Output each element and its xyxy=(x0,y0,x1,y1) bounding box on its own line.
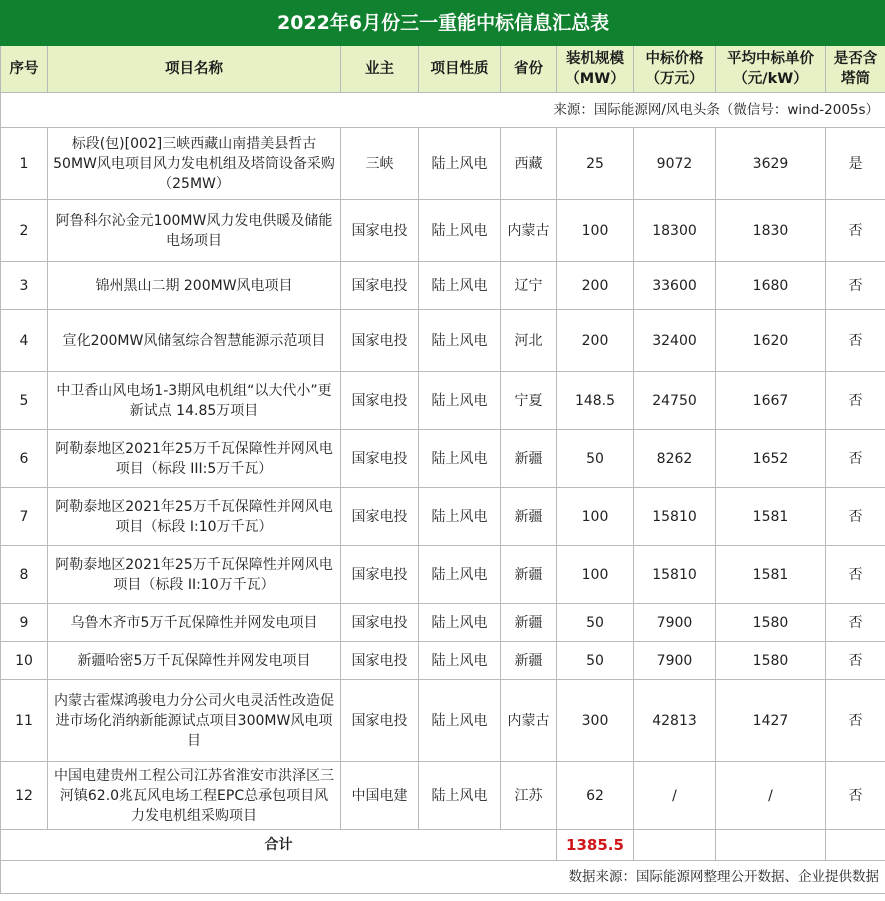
table-row xyxy=(1,642,885,680)
cell-project-name: 中国电建贵州工程公司江苏省淮安市洪泽区三河镇62.0兆瓦风电场工程EPC总承包项目风力发电机组采购项目 xyxy=(48,762,341,830)
cell-capacity: 50 xyxy=(557,430,634,488)
header-no: 序号 xyxy=(1,46,48,93)
cell-type: 陆上风电 xyxy=(419,310,501,372)
cell-type: 陆上风电 xyxy=(419,762,501,830)
cell-unit-price: 1581 xyxy=(716,488,826,546)
cell-price: 9072 xyxy=(634,128,716,200)
cell-type: 陆上风电 xyxy=(419,488,501,546)
cell-tower: 否 xyxy=(826,762,885,830)
cell-no: 6 xyxy=(1,430,48,488)
cell-owner: 国家电投 xyxy=(341,604,419,642)
cell-project-name: 内蒙古霍煤鸿骏电力分公司火电灵活性改造促进市场化消纳新能源试点项目300MW风电项目 xyxy=(48,680,341,762)
table-row xyxy=(1,262,885,310)
cell-province: 新疆 xyxy=(501,488,557,546)
cell-type: 陆上风电 xyxy=(419,680,501,762)
header-project-name: 项目名称 xyxy=(48,46,341,93)
cell-price: 33600 xyxy=(634,262,716,310)
cell-owner: 国家电投 xyxy=(341,642,419,680)
cell-project-name: 宣化200MW风储氢综合智慧能源示范项目 xyxy=(48,310,341,372)
cell-no: 4 xyxy=(1,310,48,372)
cell-type: 陆上风电 xyxy=(419,546,501,604)
cell-no: 10 xyxy=(1,642,48,680)
cell-unit-price: 1680 xyxy=(716,262,826,310)
cell-owner: 国家电投 xyxy=(341,262,419,310)
header-row xyxy=(1,46,885,93)
cell-province: 辽宁 xyxy=(501,262,557,310)
total-empty-cell xyxy=(634,830,716,861)
cell-type: 陆上风电 xyxy=(419,642,501,680)
cell-price: 7900 xyxy=(634,604,716,642)
cell-unit-price: 1581 xyxy=(716,546,826,604)
cell-owner: 中国电建 xyxy=(341,762,419,830)
cell-tower: 否 xyxy=(826,546,885,604)
cell-capacity: 25 xyxy=(557,128,634,200)
cell-project-name: 乌鲁木齐市5万千瓦保障性并网发电项目 xyxy=(48,604,341,642)
cell-tower: 否 xyxy=(826,642,885,680)
cell-capacity: 100 xyxy=(557,488,634,546)
cell-no: 8 xyxy=(1,546,48,604)
cell-owner: 国家电投 xyxy=(341,200,419,262)
cell-tower: 否 xyxy=(826,488,885,546)
header-tower: 是否含塔筒 xyxy=(826,46,885,93)
cell-no: 7 xyxy=(1,488,48,546)
cell-type: 陆上风电 xyxy=(419,372,501,430)
cell-no: 5 xyxy=(1,372,48,430)
cell-unit-price: 1652 xyxy=(716,430,826,488)
cell-type: 陆上风电 xyxy=(419,262,501,310)
cell-price: 24750 xyxy=(634,372,716,430)
cell-project-name: 阿勒泰地区2021年25万千瓦保障性并网风电项目（标段 I:10万千瓦） xyxy=(48,488,341,546)
cell-type: 陆上风电 xyxy=(419,604,501,642)
source-note: 来源：国际能源网/风电头条（微信号：wind-2005s） xyxy=(1,93,885,128)
total-row xyxy=(1,830,885,861)
cell-tower: 是 xyxy=(826,128,885,200)
cell-capacity: 200 xyxy=(557,310,634,372)
cell-project-name: 中卫香山风电场1-3期风电机组“以大代小”更新试点 14.85万项目 xyxy=(48,372,341,430)
cell-price: 15810 xyxy=(634,488,716,546)
total-capacity: 1385.5 xyxy=(557,830,634,861)
cell-type: 陆上风电 xyxy=(419,430,501,488)
cell-project-name: 阿鲁科尔沁金元100MW风力发电供暖及储能电场项目 xyxy=(48,200,341,262)
table-row xyxy=(1,546,885,604)
cell-tower: 否 xyxy=(826,310,885,372)
cell-type: 陆上风电 xyxy=(419,200,501,262)
cell-owner: 国家电投 xyxy=(341,372,419,430)
cell-tower: 否 xyxy=(826,372,885,430)
cell-no: 1 xyxy=(1,128,48,200)
cell-no: 2 xyxy=(1,200,48,262)
cell-price: 32400 xyxy=(634,310,716,372)
cell-capacity: 100 xyxy=(557,200,634,262)
cell-owner: 三峡 xyxy=(341,128,419,200)
cell-project-name: 标段(包)[002]三峡西藏山南措美县哲古50MW风电项目风力发电机组及塔筒设备采购（25MW） xyxy=(48,128,341,200)
cell-capacity: 300 xyxy=(557,680,634,762)
cell-capacity: 148.5 xyxy=(557,372,634,430)
cell-province: 新疆 xyxy=(501,642,557,680)
cell-unit-price: 1667 xyxy=(716,372,826,430)
table-row xyxy=(1,680,885,762)
cell-province: 河北 xyxy=(501,310,557,372)
cell-owner: 国家电投 xyxy=(341,310,419,372)
cell-capacity: 50 xyxy=(557,642,634,680)
cell-price: 15810 xyxy=(634,546,716,604)
cell-tower: 否 xyxy=(826,680,885,762)
cell-unit-price: 1830 xyxy=(716,200,826,262)
cell-project-name: 锦州黑山二期 200MW风电项目 xyxy=(48,262,341,310)
cell-no: 12 xyxy=(1,762,48,830)
cell-tower: 否 xyxy=(826,430,885,488)
table-row xyxy=(1,372,885,430)
cell-project-name: 阿勒泰地区2021年25万千瓦保障性并网风电项目（标段 II:10万千瓦） xyxy=(48,546,341,604)
cell-capacity: 50 xyxy=(557,604,634,642)
table-row xyxy=(1,310,885,372)
table-row xyxy=(1,200,885,262)
cell-unit-price: / xyxy=(716,762,826,830)
header-unit-price: 平均中标单价（元/kW） xyxy=(716,46,826,93)
cell-owner: 国家电投 xyxy=(341,546,419,604)
cell-price: 18300 xyxy=(634,200,716,262)
table-row xyxy=(1,488,885,546)
table-row xyxy=(1,762,885,830)
cell-no: 3 xyxy=(1,262,48,310)
table-row xyxy=(1,128,885,200)
header-capacity: 装机规模（MW） xyxy=(557,46,634,93)
cell-province: 新疆 xyxy=(501,430,557,488)
total-empty-cell xyxy=(716,830,826,861)
cell-capacity: 62 xyxy=(557,762,634,830)
cell-province: 西藏 xyxy=(501,128,557,200)
total-empty-cell xyxy=(826,830,885,861)
cell-no: 11 xyxy=(1,680,48,762)
cell-price: 42813 xyxy=(634,680,716,762)
cell-owner: 国家电投 xyxy=(341,430,419,488)
cell-tower: 否 xyxy=(826,604,885,642)
header-type: 项目性质 xyxy=(419,46,501,93)
table-title: 2022年6月份三一重能中标信息汇总表 xyxy=(1,1,885,46)
cell-project-name: 阿勒泰地区2021年25万千瓦保障性并网风电项目（标段 III:5万千瓦） xyxy=(48,430,341,488)
table-row xyxy=(1,604,885,642)
cell-type: 陆上风电 xyxy=(419,128,501,200)
cell-unit-price: 1580 xyxy=(716,642,826,680)
cell-price: 7900 xyxy=(634,642,716,680)
header-owner: 业主 xyxy=(341,46,419,93)
cell-province: 宁夏 xyxy=(501,372,557,430)
cell-unit-price: 1580 xyxy=(716,604,826,642)
cell-province: 新疆 xyxy=(501,604,557,642)
cell-province: 江苏 xyxy=(501,762,557,830)
cell-province: 内蒙古 xyxy=(501,200,557,262)
header-province: 省份 xyxy=(501,46,557,93)
cell-unit-price: 1427 xyxy=(716,680,826,762)
cell-owner: 国家电投 xyxy=(341,680,419,762)
cell-project-name: 新疆哈密5万千瓦保障性并网发电项目 xyxy=(48,642,341,680)
cell-capacity: 200 xyxy=(557,262,634,310)
footer-note: 数据来源：国际能源网整理公开数据、企业提供数据 xyxy=(1,861,885,894)
cell-province: 新疆 xyxy=(501,546,557,604)
cell-province: 内蒙古 xyxy=(501,680,557,762)
cell-price: 8262 xyxy=(634,430,716,488)
cell-tower: 否 xyxy=(826,200,885,262)
cell-owner: 国家电投 xyxy=(341,488,419,546)
cell-price: / xyxy=(634,762,716,830)
cell-unit-price: 1620 xyxy=(716,310,826,372)
cell-no: 9 xyxy=(1,604,48,642)
cell-unit-price: 3629 xyxy=(716,128,826,200)
table-row xyxy=(1,430,885,488)
header-price: 中标价格（万元） xyxy=(634,46,716,93)
cell-tower: 否 xyxy=(826,262,885,310)
cell-capacity: 100 xyxy=(557,546,634,604)
total-label: 合计 xyxy=(1,830,557,861)
